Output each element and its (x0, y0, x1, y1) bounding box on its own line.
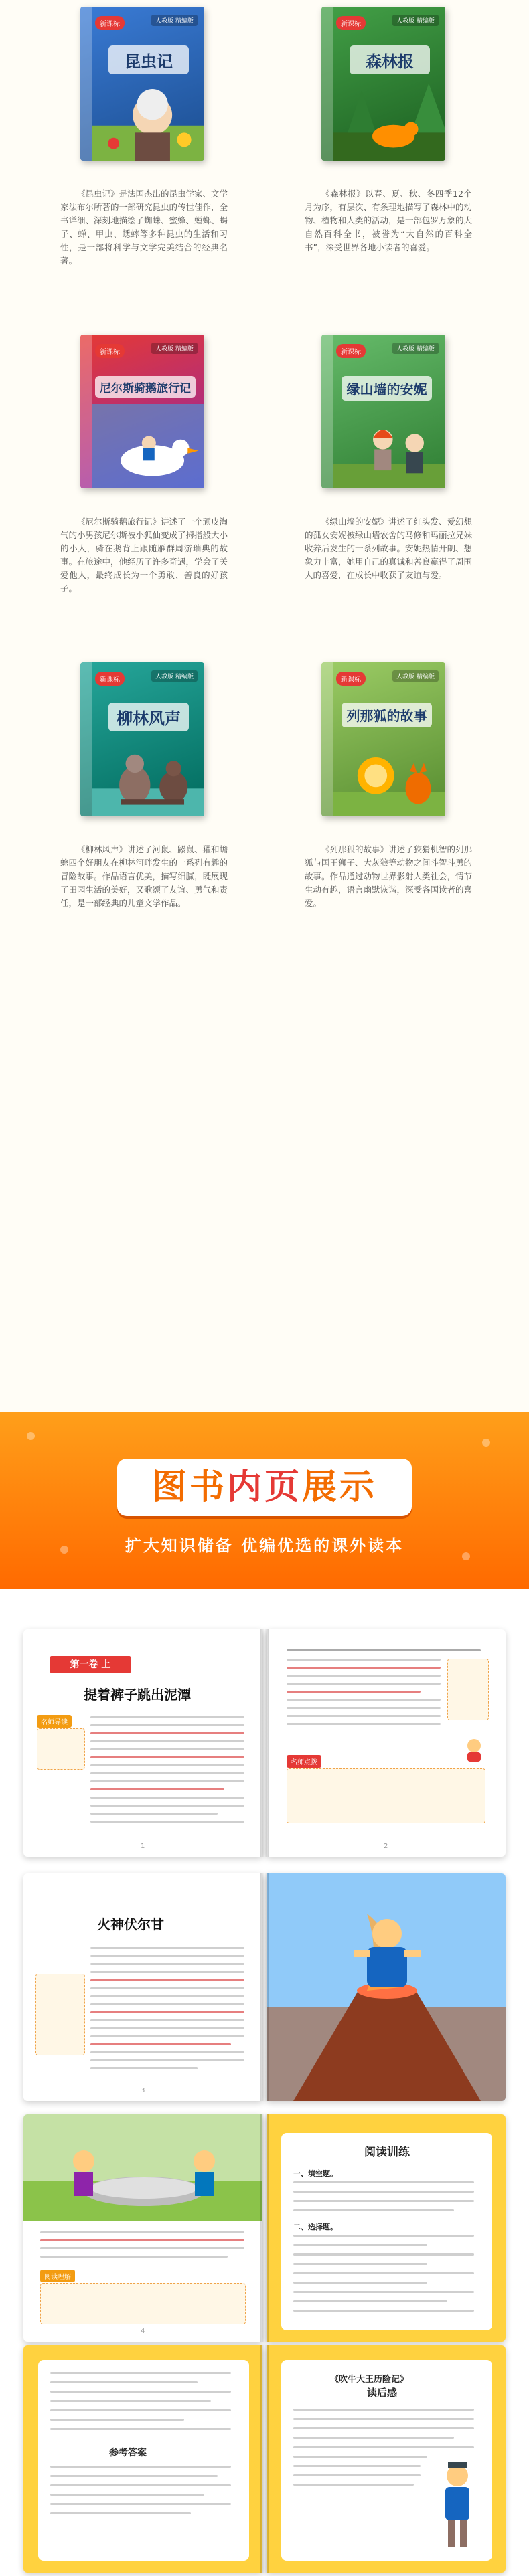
post-subtitle: 读后感 (367, 2387, 398, 2399)
book-title: 柳林风声 (108, 703, 189, 731)
section-heading: 二、选择题。 (293, 2223, 337, 2231)
post-title: 《吹牛大王历险记》 (330, 2375, 409, 2385)
book-cover[interactable] (80, 7, 204, 161)
page-spread (23, 2345, 506, 2573)
answers-heading: 参考答案 (109, 2448, 147, 2458)
badge: 新课标 (95, 344, 125, 358)
page-spread (23, 2114, 506, 2342)
book-card (67, 662, 221, 830)
cover-illustration (92, 76, 204, 161)
book-title: 列那狐的故事 (342, 703, 432, 727)
right-page (267, 1873, 506, 2101)
note-tag: 阅读理解 (40, 2270, 75, 2282)
book-description: 《尼尔斯骑鹅旅行记》讲述了一个顽皮淘气的小男孩尼尔斯被小狐仙变成了拇指般大小的小人，骑在鹅背上跟随雁群周游瑞典的故事。在旅途中，他经历了许多奇遇，学会了关爱他人，最终成长为一个勇敢、善良的好孩子。 (60, 517, 228, 593)
publisher-label: 人教版 精编版 (151, 15, 198, 26)
book-cover[interactable] (321, 7, 445, 161)
right-page (267, 1629, 506, 1857)
book-description: 《森林报》以春、夏、秋、冬四季12个月为序，有层次、有条理地描写了森林中的动物、植物和人类的活动，是一部包罗万象的大自然百科全书，被誉为“大自然的百科全书”，深受世界各地小读者的喜爱。 (305, 189, 473, 252)
publisher-label: 人教版 精编版 (392, 670, 439, 682)
book-card (67, 7, 221, 174)
page-number: 1 (141, 1843, 145, 1850)
badge: 新课标 (336, 672, 366, 686)
note-box (287, 1768, 485, 1823)
page-spread (23, 1629, 506, 1857)
book-title: 绿山墙的安妮 (342, 376, 432, 401)
book-cover[interactable] (321, 335, 445, 488)
banner-title-part: 图书 (151, 1467, 227, 1507)
note-tag: 名师点拨 (287, 1755, 321, 1768)
cover-illustration (333, 404, 445, 489)
right-page (267, 2345, 506, 2573)
page-number: 4 (141, 2328, 145, 2335)
book-cover[interactable] (80, 662, 204, 816)
book-description: 《柳林风声》讲述了河鼠、鼹鼠、獾和蟾蜍四个好朋友在柳林河畔发生的一系列有趣的冒险故事。作品语言优美，描写细腻，既展现了田园生活的美好，又歌颂了友谊、勇气和责任，是一部经典的儿童文学作品。 (60, 844, 228, 908)
banner-subtitle: 扩大知识储备 优编优选的课外读本 (125, 1536, 404, 1555)
badge: 新课标 (336, 344, 366, 358)
story-illustration (23, 2114, 262, 2221)
book-description: 《昆虫记》是法国杰出的昆虫学家、文学家法布尔所著的一部研究昆虫的传世佳作，全书详细、深刻地描绘了蜘蛛、蜜蜂、螳螂、蝎子、蝉、甲虫、蟋蟀等多种昆虫的生活和习性，是一部将科学与文学完美结合的经典名著。 (60, 189, 228, 266)
page-number: 2 (384, 1843, 388, 1850)
exercise-title: 阅读训练 (364, 2146, 410, 2159)
book-card (308, 662, 462, 830)
page-number: 3 (141, 2087, 145, 2094)
banner-title-highlight: 内页 (226, 1467, 302, 1507)
cover-illustration (92, 732, 204, 817)
book-title: 尼尔斯骑鹅旅行记 (95, 376, 196, 398)
right-page (267, 2114, 506, 2342)
cover-illustration (333, 732, 445, 817)
book-card (67, 335, 221, 502)
note-box (40, 2283, 246, 2324)
book-title: 森林报 (350, 45, 430, 74)
book-description: 《列那狐的故事》讲述了狡猾机智的列那狐与国王狮子、大灰狼等动物之间斗智斗勇的故事。作品通过动物世界影射人类社会，情节生动有趣，语言幽默诙谐，深受各国读者的喜爱。 (305, 844, 473, 908)
book-cover[interactable] (80, 335, 204, 488)
book-title: 昆虫记 (108, 45, 189, 74)
story-title: 提着裤子跳出泥潭 (84, 1687, 191, 1703)
cover-illustration (92, 404, 204, 489)
left-page (23, 1629, 262, 1857)
badge: 新课标 (95, 672, 125, 686)
book-card (308, 335, 462, 502)
chapter-heading: 第一卷 上 (50, 1656, 131, 1673)
book-card (308, 7, 462, 174)
section-heading: 一、填空题。 (293, 2169, 337, 2178)
cartoon-icon (461, 1736, 487, 1763)
left-page (23, 1873, 262, 2101)
book-cover[interactable] (321, 662, 445, 816)
badge: 新课标 (95, 16, 125, 30)
publisher-label: 人教版 精编版 (151, 670, 198, 682)
note-tag: 名师导读 (37, 1715, 72, 1728)
left-page (23, 2114, 262, 2342)
publisher-label: 人教版 精编版 (392, 343, 439, 354)
publisher-label: 人教版 精编版 (392, 15, 439, 26)
cover-illustration (333, 76, 445, 161)
banner-title (117, 1459, 412, 1516)
publisher-label: 人教版 精编版 (151, 343, 198, 354)
page-spread (23, 1873, 506, 2101)
note-box (447, 1659, 489, 1720)
inner-pages-banner (0, 1412, 529, 1589)
note-box (37, 1728, 85, 1770)
badge: 新课标 (336, 16, 366, 30)
banner-title-part: 展示 (302, 1467, 378, 1507)
book-description: 《绿山墙的安妮》讲述了红头发、爱幻想的孤女安妮被绿山墙农舍的马修和玛丽拉兄妹收养后发生的一系列故事。安妮热情开朗、想象力丰富，她用自己的真诚和善良赢得了周围人的喜爱，在成长中收获了友谊与爱。 (305, 517, 473, 580)
volcano-illustration (267, 1873, 506, 2101)
character-illustration (431, 2459, 484, 2553)
left-page (23, 2345, 262, 2573)
note-box (35, 1974, 85, 2055)
story-title: 火神伏尔甘 (97, 1916, 164, 1932)
